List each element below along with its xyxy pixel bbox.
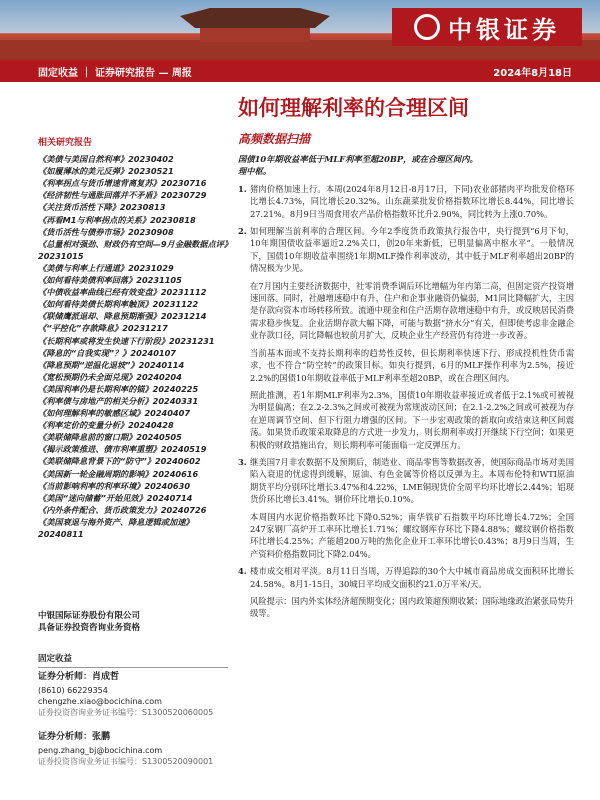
paragraph-number: 2. <box>238 226 247 237</box>
paragraph-number <box>238 280 250 342</box>
related-report-item[interactable]: 《内外条件配合、货币政策发力》20240726 <box>38 504 207 515</box>
paragraph-text: 在7月国内主要经济数据中，社零消费季调后环比增幅为年内第二高，但固定资产投资增速回落。同时，社融增速稳中有升，住户和企事业融资仍偏弱，M1同比降幅扩大，主因是存款向资本市场转移所致。流通中现金和住户活期存款增速稳中有升，或反映居民消费需求稳步恢复。企业活期存款大幅下降，可能与数据“挤水分”有关，但即使考虑非金融企业存款口径，同比降幅也较前月扩大，反映企业生产经营仍有待进一步改善。 <box>250 280 574 341</box>
related-reports-heading: 相关研究报告 <box>38 138 93 148</box>
analyst-name: 证券分析师：张鹏 <box>38 732 111 742</box>
body-paragraph <box>238 347 574 384</box>
body-paragraph <box>238 225 574 275</box>
body-items <box>238 183 574 620</box>
analyst-license: 证券投资咨询业务证书编号：S1300520060005 <box>38 708 214 717</box>
related-report-item[interactable]: 《经济韧性与通胀回落并不矛盾》20230729 <box>38 190 207 201</box>
header-banner <box>0 0 600 60</box>
related-report-item[interactable]: 《美国利率仍是长期利率的锚》20240225 <box>38 383 199 394</box>
body-paragraph <box>238 511 574 561</box>
paragraph-text: 本周国内水泥价格指数环比下降0.52%；南华铁矿石指数平均环比增长4.72%；全国247家钢厂高炉开工率环比增长1.71%；螺纹钢库存环比下降4.88%；螺纹钢价格指数环比增长4.25%；产能超200万吨的焦化企业开工率环比增长0.43%；8月9日当周，生产资料价格指数同比下降2.04%。 <box>250 511 574 559</box>
report-lead-line1: 国债10年期收益率低于MLF利率至超20BP，或在合理区间内。 <box>238 154 478 164</box>
related-report-item[interactable]: 《美联储降息背景下的“防守”》20240602 <box>38 456 201 467</box>
related-report-item[interactable]: 《利率定价的变量分析》20240428 <box>38 420 174 431</box>
paragraph-text: 继美国7月非农数据不及预期后，制造业、商品零售等数据改善，使国际商品市场对美国陷入衰退的忧虑得到缓解，原油、有色金属等价格以反弹为主。本周布伦特和WTI原油期货平均分别环比增长3.47%和4.22%，LME铜现货价全周平均环比增长2.44%；铝现货价环比增长3.41%。钢价环比增长0.10%。 <box>250 456 574 505</box>
related-report-item[interactable]: 《美国新一轮金融周期的影响》20240616 <box>38 468 199 479</box>
body-paragraph <box>238 595 574 620</box>
company-logo <box>392 8 582 46</box>
report-subtitle: 高频数据扫描 <box>238 132 311 146</box>
paragraph-text: 楼市成交相对平淡。8月11日当周，万得追踪的30个大中城市商品房成交面积环比增长24.58%。8月1-15日，30城日平均成交面积约21.0万平米/天。 <box>250 566 574 589</box>
paragraph-text: 当前基本面或不支持长期利率的趋势性反转，但长期利率快速下行、形成投机性货币需求，也不符合“防空转”的政策目标。如央行提到，6月的MLF操作利率为2.5%，接近2.2%的国债10年期收益率低于MLF利率至超20BP，或在合理区间内。 <box>250 347 574 383</box>
related-report-item[interactable]: 《再看M1与利率拐点的关系》20230818 <box>38 214 196 225</box>
report-title: 如何理解利率的合理区间 <box>238 95 469 120</box>
related-report-item[interactable]: 《长期利率或将发生快速下行阶段》20231231 <box>38 335 215 346</box>
related-report-item[interactable]: 《“平控化”存款降息》20231217 <box>38 323 168 334</box>
related-report-item[interactable]: 《如履薄冰的美元反弹》20230521 <box>38 166 174 177</box>
related-report-item[interactable]: 《降息预期“逆温化退坡”》20240114 <box>38 359 185 370</box>
body-paragraph <box>238 183 574 220</box>
banner-roof <box>180 8 330 28</box>
related-reports-list <box>38 153 228 540</box>
logo-mark-icon <box>414 14 440 40</box>
paragraph-text: 猪肉价格加速上行。本周(2024年8月12日-8月17日，下同)农业部猪肉平均批发价格环比增长4.73%，同比增长20.32%。山东蔬菜批发价格指数环比增长8.44%，同比增长27.21%。8月9日当周食用农产品价格指数环比升2.90%，同比转为上涨0.70%。 <box>250 183 574 219</box>
analyst-email[interactable]: peng.zhang_bj@bocichina.com <box>38 746 163 755</box>
related-report-item[interactable]: 《利率拐点与货币增速背离复苏》20230716 <box>38 178 207 189</box>
related-report-item[interactable]: 《如何看待美债利率回落》20231105 <box>38 275 182 286</box>
report-lead <box>238 153 574 178</box>
report-lead-line2: 理中枢。 <box>238 166 272 177</box>
paragraph-number <box>238 595 250 620</box>
body-paragraph <box>238 280 574 342</box>
related-report-item[interactable]: 《美国“迷向储蓄”开始见效》20240714 <box>38 492 193 503</box>
related-report-item[interactable]: 《中债收益率曲线已经有效变盘》20231112 <box>38 287 207 298</box>
related-report-item[interactable]: 《美债与利率上行通道》20231029 <box>38 262 174 273</box>
related-report-item[interactable]: 《关注货币活性下降》20230813 <box>38 202 166 213</box>
paragraph-number: 4. <box>238 566 247 577</box>
paragraph-text: 风险提示：国内外实体经济超预期变化；国内政策超预期收紧；国际地缘政治紧张局势升级等。 <box>250 596 574 619</box>
related-report-item[interactable]: 《美国衰退与海外资产、降息逻辑或加速》20240811 <box>38 516 194 539</box>
paragraph-text: 如何理解当前利率的合理区间。今年2季度货币政策执行报告中，央行提到“6月下旬，10年期国债收益率逼近2.2%关口，创20年来新低，已明显偏离中枢水平”。一般情况下，国债10年期收益率围绕1年期MLF操作利率波动，其中低于MLF利率超出20BP的情况极为少见。 <box>250 226 574 274</box>
body-paragraph <box>238 565 574 590</box>
analyst-license: 证券投资咨询业务证书编号：S1300520090001 <box>38 757 214 766</box>
related-report-item[interactable]: 《总量相对强劲、财政仍有空间—9月金融数据点评》20231015 <box>38 238 228 261</box>
paragraph-number: 1. <box>238 183 247 194</box>
report-category-label: 固定收益 ｜ 证券研究报告 — 周报 <box>38 67 192 79</box>
related-report-item[interactable]: 《降息的“自我实现”？》20240107 <box>38 347 176 358</box>
analyst-card <box>38 732 228 767</box>
related-report-item[interactable]: 《美联储降息前的窗口期》20240505 <box>38 432 182 443</box>
body-paragraph <box>238 389 574 451</box>
related-report-item[interactable]: 《货币活性与债券市场》20230908 <box>38 226 174 237</box>
company-qualification: 具备证券投资咨询业务资格 <box>38 623 141 633</box>
related-report-item[interactable]: 《美债与美国自然利率》20230402 <box>38 154 174 165</box>
related-report-item[interactable]: 《宽松预期仍未全面兑现》20240204 <box>38 371 182 382</box>
related-report-item[interactable]: 《当前影响利率的利率环境》20240630 <box>38 480 191 491</box>
logo-text: 中银证券 <box>448 15 560 44</box>
analyst-phone: (8610) 66229354 <box>38 686 108 695</box>
report-header-bar <box>0 60 600 82</box>
paragraph-number <box>238 347 250 384</box>
company-info <box>38 610 228 634</box>
related-report-item[interactable]: 《如何看待美债长期利率触顶》20231122 <box>38 299 199 310</box>
banner-roof-lower <box>200 28 310 42</box>
analyst-email[interactable]: chengzhe.xiao@bocichina.com <box>38 697 162 706</box>
paragraph-number <box>238 511 250 561</box>
related-report-item[interactable]: 《利率债与房地产的相关分析》20240331 <box>38 395 199 406</box>
paragraph-text: 照此推测，若1年期MLF利率为2.3%，国债10年期收益率接近或者低于2.1%或可被视为明显偏离；在2.2-2.3%之间或可被视为常规波动区间；在2.1-2.2%之间或可被视为存在逆周调节空间、但下行阻力增强的区间。下一步宏观政策的新取向或结束这种区间震荡。如果货币政策采取降息的方式进一步发力，则长期利率或打开继续下行空间；如果更积极的财政措施出台，则长期利率可能面临一定反弹压力。 <box>250 389 574 450</box>
report-date: 2024年8月18日 <box>493 67 572 79</box>
related-report-item[interactable]: 《揭示政策推进、债市利率重塑》20240519 <box>38 444 207 455</box>
analyst-name: 证券分析师：肖成哲 <box>38 672 120 682</box>
related-report-item[interactable]: 《联储鹰派退却、降息预期渐强》20231214 <box>38 311 207 322</box>
paragraph-number: 3. <box>238 456 247 467</box>
analyst-card <box>38 672 228 718</box>
related-reports-sidebar <box>38 137 228 540</box>
sidebar-category: 固定收益 <box>38 652 228 668</box>
related-report-item[interactable]: 《如何理解利率的敏感区域》20240407 <box>38 408 191 419</box>
report-body <box>238 153 574 625</box>
paragraph-number <box>238 389 250 451</box>
company-name: 中银国际证券股份有限公司 <box>38 611 141 621</box>
body-paragraph <box>238 456 574 506</box>
